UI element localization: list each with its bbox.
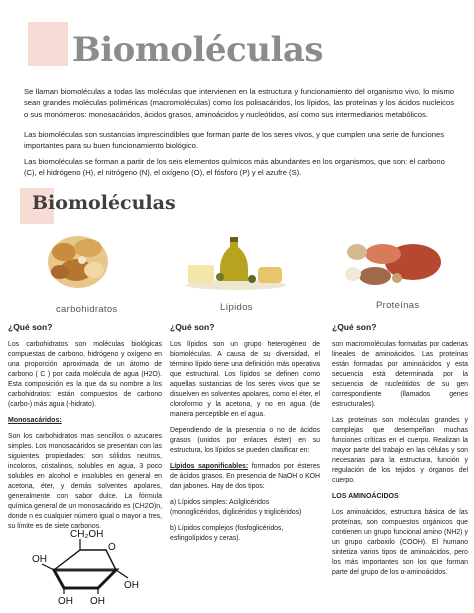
simple-lipids: a) Lípidos simples: Acilglicéridos (monoglicéridos, diglicéridos y triglicéridos) xyxy=(170,499,302,516)
proteins-image xyxy=(343,232,443,288)
proteins-definition: son macromoléculas formadas por cadenas lineales de aminoácidos. Las proteínas están formadas por aminoácidos y esta secuencia está determinada por la secuencia de nucleótidos de su gen correspondiente (llamados genes estructurales). xyxy=(332,341,468,408)
saponifiable-lipids xyxy=(170,462,320,492)
lipids-heading: ¿Qué son? xyxy=(170,322,215,332)
lipids-column xyxy=(170,322,320,550)
ch2oh-label: CH₂OH xyxy=(70,529,104,540)
hydroxyl-label-4: OH xyxy=(90,596,105,607)
saponifiable-label: Lípidos saponificables: xyxy=(170,463,249,470)
proteins-heading: ¿Qué son? xyxy=(332,322,377,332)
amino-acids-heading: LOS AMINOÁCIDOS xyxy=(332,493,399,500)
complex-lipids: b) Lípidos complejos (fosfoglicéridos, esfingolípidos y ceras). xyxy=(170,525,284,542)
lipids-classification: Dependiendo de la presencia o no de ácidos grasos (unidos por enlaces éster) en su estructura, los lípidos se pueden clasificar en: xyxy=(170,427,320,454)
proteins-label: Proteínas xyxy=(376,300,420,311)
proteins-column xyxy=(332,322,468,584)
hydroxyl-label-2: OH xyxy=(124,580,139,591)
ring-oxygen-label: O xyxy=(108,542,116,553)
hydroxyl-label-1: OH xyxy=(32,554,47,565)
lipids-label: Lípidos xyxy=(220,302,253,313)
lipids-definition: Los lípidos son un grupo heterogéneo de biomoléculas. A causa de su diversidad, el término lípido tiene una definición más operativa que estructural. Los lípidos se definen como aquellas sustancias de los seres vivos que se disuelven en solventes apolares, como el éter, el cloroformo y la acetona, y no en agua (de manera perceptible en el agua. xyxy=(170,341,320,418)
title-accent-block xyxy=(28,22,68,66)
section-title: Biomoléculas xyxy=(32,192,176,214)
amino-acids-text: Los aminoácidos, estructura básica de las proteínas, son compuestos orgánicos que contienen un grupo funcional amino (NH2) y un grupo carboxilo (COOH). El humano sintetiza varios tipos de aminoácidos, pero los más importantes son los que forman parte del grupo de los α-aminoácidos. xyxy=(332,509,468,576)
intro-paragraph-2: Las biomoléculas son sustancias imprescindibles que forman parte de los seres vivos, y que cumplen una serie de funciones importantes para su buen funcionamiento biológico. xyxy=(24,130,444,151)
hydroxyl-label-3: OH xyxy=(58,596,73,607)
intro-paragraph-1: Se llaman biomoléculas a todas las moléculas que intervienen en la estructura y funcionamiento del organismo vivo, lo mismo sean grandes moléculas poliméricas (macromoléculas) como los polisacáridos, los lípidos, las proteínas y los ácidos nucleicos o sus monómeros: monosacáridos, ácidos grasos, aminoácidos y nucleótidos, así como sus intermediarios metabólicos. xyxy=(24,87,454,119)
carbohydrates-image xyxy=(46,232,110,290)
proteins-functions: Las proteínas son moléculas grandes y complejas que desempeñan muchas funciones críticas en el cuerpo. Realizan la mayor parte del trabajo en las células y son necesarias para la estructura, función y regulación de los tejidos y órganos del cuerpo. xyxy=(332,417,468,484)
saponifiable-text: formados por ésteres de ácidos grasos. En presencia de NaOH o KOH dan jabones. Hay de dos tipos: xyxy=(170,463,321,490)
carbohydrates-column xyxy=(8,322,162,538)
page-title: Biomoléculas xyxy=(72,30,324,70)
lipids-image xyxy=(184,237,288,291)
monosaccharides-text: Son los carbohidratos mas sencillos o azucares simples. Los monosacáridos se presentan con las siguientes propiedades: son sólidos neutros, incoloros, cristalinos, solubles en agua, 3 poco solubles en alcohol e insolubles en general en acetona, éter, y demás solventes apolares, generalmente con sabor dulce. La fórmula química general de un monosacárido es (CH2O)n, donde n es cualquier número igual o mayor a tres, su límite es de siete carbonos. xyxy=(8,433,162,530)
intro-paragraph-3: Las biomoléculas se forman a partir de los seis elementos químicos más abundantes en los organismos, que son: el carbono (C), el hidrógeno (H), el nitrógeno (N), el oxígeno (O), el fósforo (P) y el azufre (S). xyxy=(24,157,445,178)
carbohydrates-heading: ¿Qué son? xyxy=(8,322,53,332)
monosaccharides-heading: Monosacáridos: xyxy=(8,417,62,424)
carbohydrates-definition: Los carbohidratos son moléculas biológicas compuestas de carbono, hidrógeno y oxígeno en una proporción aproximada de un átomo de carbono ( C ) por cada molécula de agua (H2O). Esta composición es la que da su nombre a los carbohidratos: están compuestos de carbono (carbo-) más agua (-hidrato). xyxy=(8,341,162,408)
glucose-structure-diagram xyxy=(32,528,142,608)
carbohydrates-label: carbohidratos xyxy=(56,304,118,315)
